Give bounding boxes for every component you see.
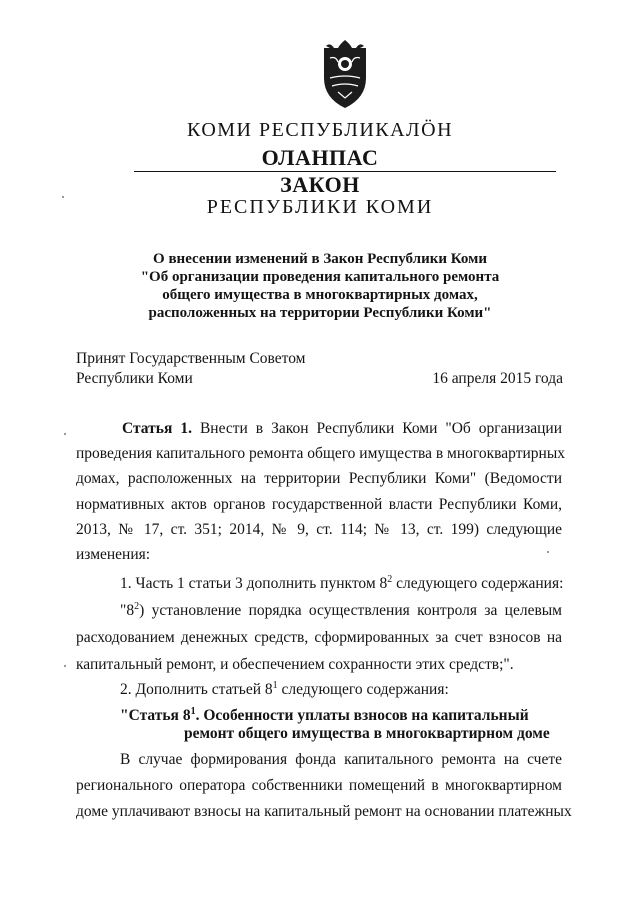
header-republic: РЕСПУБЛИКИ КОМИ [206, 196, 434, 218]
article8-heading-line-2: ремонт общего имущества в многоквартирном доме [184, 725, 550, 742]
quote1-text: ) установление порядка осуществления контроля за целевым [139, 602, 562, 619]
scan-speck [62, 196, 64, 198]
adoption-line-1: Принят Государственным Советом [76, 350, 306, 367]
item1-line [120, 575, 563, 593]
item2-line [120, 681, 449, 699]
superscript: 1 [272, 679, 278, 691]
article8-heading [120, 707, 529, 725]
scan-speck [64, 433, 66, 435]
header-komi-line: КОМИ РЕСПУБЛИКАЛӦН [186, 119, 454, 141]
quote1-line: расходованием денежных средств, сформированных за счет взносов на [76, 629, 562, 646]
scan-speck [547, 551, 549, 553]
law-title-line: "Об организации проведения капитального ремонта [140, 269, 500, 285]
komi-coat-of-arms-icon [316, 34, 374, 110]
article1-line: изменения: [76, 546, 151, 563]
body-line: регионального оператора собственники помещений в многоквартирном [76, 777, 562, 794]
body-line: В случае формирования фонда капитального ремонта на счете [120, 751, 562, 768]
article1-lead: Статья 1. [122, 420, 192, 437]
article1-line [122, 420, 562, 438]
item2-text: следующего содержания: [277, 681, 449, 698]
article1-text: Внести в Закон Республики Коми "Об организации [199, 420, 562, 437]
item2-text: 2. Дополнить статьей 8 [120, 681, 273, 698]
scan-speck [64, 665, 66, 667]
article8-heading-text: "Статья 8 [120, 707, 191, 724]
adoption-line-2: Республики Коми [76, 370, 193, 387]
law-title-line: расположенных на территории Республики Коми" [148, 305, 492, 321]
quote1-text: "8 [120, 602, 135, 619]
item1-text: следующего содержания: [392, 575, 564, 592]
superscript: 2 [387, 573, 393, 585]
quote1-line [120, 602, 562, 620]
article1-line: нормативных актов органов государственной власти Республики Коми, [76, 496, 562, 513]
adoption-date: 16 апреля 2015 года [432, 370, 563, 387]
header-olanpas: ОЛАНПАС [261, 145, 379, 170]
quote1-line: капитальный ремонт, и обеспечением сохранности этих средств;". [76, 656, 514, 673]
law-title-line: общего имущества в многоквартирных домах, [162, 287, 478, 303]
superscript: 1 [190, 705, 196, 717]
article1-line: домах, расположенных на территории Республики Коми" (Ведомости [76, 470, 562, 487]
item1-text: 1. Часть 1 статьи 3 дополнить пунктом 8 [120, 575, 388, 592]
superscript: 2 [134, 600, 140, 612]
law-title-line: О внесении изменений в Закон Республики Коми [153, 251, 487, 267]
article1-line: проведения капитального ремонта общего имущества в многоквартирных [76, 445, 565, 462]
header-zakon: ЗАКОН [280, 172, 360, 197]
article8-heading-text: . Особенности уплаты взносов на капитальный [195, 707, 529, 724]
body-line: доме уплачивают взносы на капитальный ремонт на основании платежных [76, 803, 572, 820]
article1-line: 2013, № 17, ст. 351; 2014, № 9, ст. 114; № 13, ст. 199) следующие [76, 521, 562, 538]
